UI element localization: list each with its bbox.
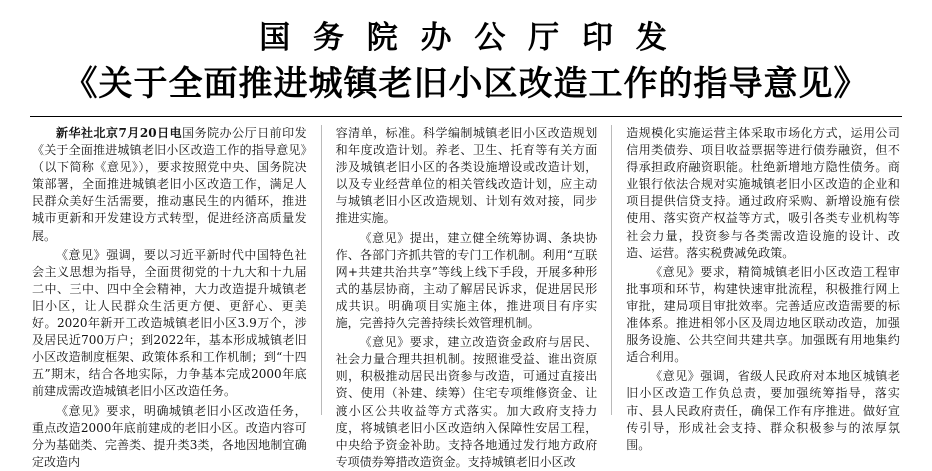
paragraph-text: 造规模化实施运营主体采取市场化方式，运用公司信用类债券、项目收益票据等进行债券融资，但不得承担政府融资职能。杜绝新增地方隐性债务。商业银行依法合规对实施城镇老旧小区改造的企业和项目提供信贷支持。通过政府采购、新增设施有偿使用、落实资产权益等方式，吸引各类专业机构等社会力量，投资参与各类需改造设施的设计、改造、运营。落实税费减免政策。 [626, 126, 900, 260]
paragraph-text: 《意见》要求，精简城镇老旧小区改造工程审批事项和环节，构建快速审批流程，积极推行网上审批，建局项目审批效率。完善适应改造需要的标准体系。推进相邻小区及周边地区联动改造，加强服务设施、公共空间共建共享。加强既有用地集约适合利用。 [626, 264, 900, 365]
paragraph [336, 230, 598, 333]
article-columns [30, 125, 902, 469]
paragraph-text: 容清单，标准。科学编制城镇老旧小区改造规划和年度改造计划。养老、卫生、托育等有关方面涉及城镇老旧小区的各类设施增设或改造计划，以及专业经营单位的相关管线改造计划，应主动与城镇老旧小区改造规划、计划有效对接，同步推进实施。 [335, 126, 598, 226]
headline-line-2: 《关于全面推进城镇老旧小区改造工作的指导意见》 [63, 64, 869, 104]
paragraph [336, 334, 598, 471]
paragraph-text: 国务院办公厅日前印发《关于全面推进城镇老旧小区改造工作的指导意见》（以下简称《意见》），要求按照党中央、国务院决策部署，全面推进城镇老旧小区改造工作，满足人民群众美好生活需要，推动惠民生的内循环，推进城市更新和开发建设方式转型，促进经济高质量发展。 [32, 126, 307, 243]
article-column-3 [611, 125, 902, 452]
paragraph [32, 403, 307, 471]
paragraph [626, 125, 900, 262]
paragraph [626, 264, 900, 367]
header-divider [30, 116, 902, 117]
dateline: 新华社北京7月20日电 [56, 126, 183, 140]
paragraph-text: 《意见》要求，明确城镇老旧小区改造任务，重点改造2000年底前建成的老旧小区。改造内容可分为基础类、完善类、提升类3类，各地因地制宜确定改造内 [32, 403, 307, 469]
article-column-1 [30, 125, 321, 469]
headline-line-1: 国 务 院 办 公 厅 印 发 [259, 20, 673, 56]
paragraph [336, 125, 598, 228]
paragraph [32, 125, 307, 245]
paragraph-text: 《意见》要求，建立改造资金政府与居民、社会力量合理共担机制。按照谁受益、谁出资原则，积极推动居民出资参与改造，可通过直接出资、使用（补建、续筹）住宅专项维修资金、让渡小区公共收益等方式落实。加大政府支持力度，将城镇老旧小区改造纳入保障性安居工程，中央给予资金补助。支持各地通过发行地方政府专项债券筹措改造资金。支持城镇老旧小区改 [335, 335, 598, 469]
paragraph [32, 247, 307, 401]
article-column-2 [321, 125, 612, 469]
paragraph [626, 368, 900, 453]
paragraph-text: 《意见》提出，建立健全统筹协调、条块协作、各部门齐抓共管的专门工作机制。利用“互联网+共建共治共享”等线上线下手段，开展多种形式的基层协商，主动了解居民诉求，促进居民形成共识。明确项目实施主体，推进项目有序实施，完善持久完善持续长效管理机制。 [335, 230, 598, 331]
paragraph-text: 《意见》强调，要以习近平新时代中国特色社会主义思想为指导，全面贯彻党的十九大和十九届二中、三中、四中全会精神，大力改造提升城镇老旧小区，让人民群众生活更方便、更舒心、更美好。2020年新开工改造城镇老旧小区3.9万个，涉及居民近700万户；到2022年，基本形成城镇老旧小区改造制度框架、政策体系和工作机制；到“十四五”期末，结合各地实际，力争基本完成2000年底前建成需改造城镇老旧小区改造任务。 [32, 247, 307, 399]
paragraph-text: 《意见》强调，省级人民政府对本地区城镇老旧小区改造工作负总责，要加强统筹指导，落实市、县人民政府责任，确保工作有序推进。做好宣传引导，形成社会支持、群众积极参与的浓厚氛围。 [626, 369, 900, 452]
page-title [30, 18, 902, 106]
